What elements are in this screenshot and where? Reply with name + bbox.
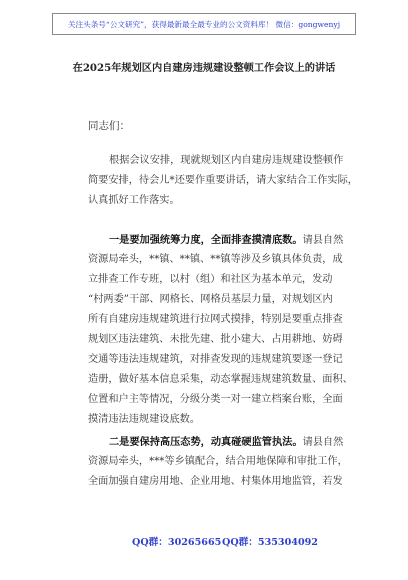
salutation: 同志们： bbox=[88, 120, 130, 132]
paragraph-text: 请县自然 bbox=[302, 437, 344, 448]
paragraph-line: 根据会议安排，现就规划区内自建房违规建设整顿作 bbox=[109, 155, 344, 166]
paragraph-line: “村两委”干部、网格长、网格员基层力量，对规划区内 bbox=[88, 294, 333, 305]
paragraph-line: 交通等违法违规建筑，对排查发现的违规建筑要逐一登记 bbox=[88, 354, 343, 365]
footer-qq-group-1: QQ群：30265665 bbox=[132, 537, 222, 548]
paragraph-line bbox=[88, 432, 344, 452]
paragraph-intro bbox=[88, 151, 358, 211]
paragraph-line: 简要安排，待会儿*还要作重要讲话，请大家结合工作实际， bbox=[88, 175, 358, 186]
paragraph-line: 位置和户主等情况，分级分类一对一建立档案台账，全面 bbox=[88, 394, 343, 405]
paragraph-line: 摸清违法违规建设底数。 bbox=[88, 414, 201, 425]
paragraph-line bbox=[88, 230, 344, 250]
header-banner bbox=[52, 13, 356, 35]
paragraph-line: 所有自建房违规建筑进行拉网式摸排，特别是要重点排查 bbox=[88, 314, 343, 325]
paragraph-line: 造册，做好基本信息采集，动态掌握违规建筑数量、面积、 bbox=[88, 374, 353, 385]
footer-qq-group-2: QQ群：535304092 bbox=[222, 537, 318, 548]
paragraph-line: 规划区违法建筑、未批先建、批小建大、占用耕地、妨碍 bbox=[88, 334, 343, 345]
paragraph-heading: 二是要保持高压态势，动真碰硬监管执法。 bbox=[109, 436, 303, 448]
document-title: 在2025年规划区内自建房违规建设整顿工作会议上的讲话 bbox=[72, 62, 336, 74]
header-banner-text: 关注头条号“公文研究”，获得最新最全最专业的公文资料库！ 微信：gongwenyj bbox=[67, 19, 341, 29]
paragraph-line: 全面加强自建房用地、企业用地、村集体用地监管，若发 bbox=[88, 476, 343, 487]
paragraph-line: 资源局牵头，***等乡镇配合，结合用地保障和审批工作， bbox=[88, 456, 348, 467]
paragraph-item-two bbox=[88, 432, 348, 492]
paragraph-line: 资源局牵头，**镇、**镇、**镇等涉及乡镇具体负责，成 bbox=[88, 254, 343, 265]
paragraph-text: 请县自然 bbox=[302, 235, 344, 246]
paragraph-heading: 一是要加强统筹力度，全面排查摸清底数。 bbox=[109, 234, 303, 246]
paragraph-line: 立排查工作专班，以村（组）和社区为基本单元，发动 bbox=[88, 274, 333, 285]
paragraph-line: 认真抓好工作落实。 bbox=[88, 195, 180, 206]
paragraph-item-one bbox=[88, 230, 353, 430]
